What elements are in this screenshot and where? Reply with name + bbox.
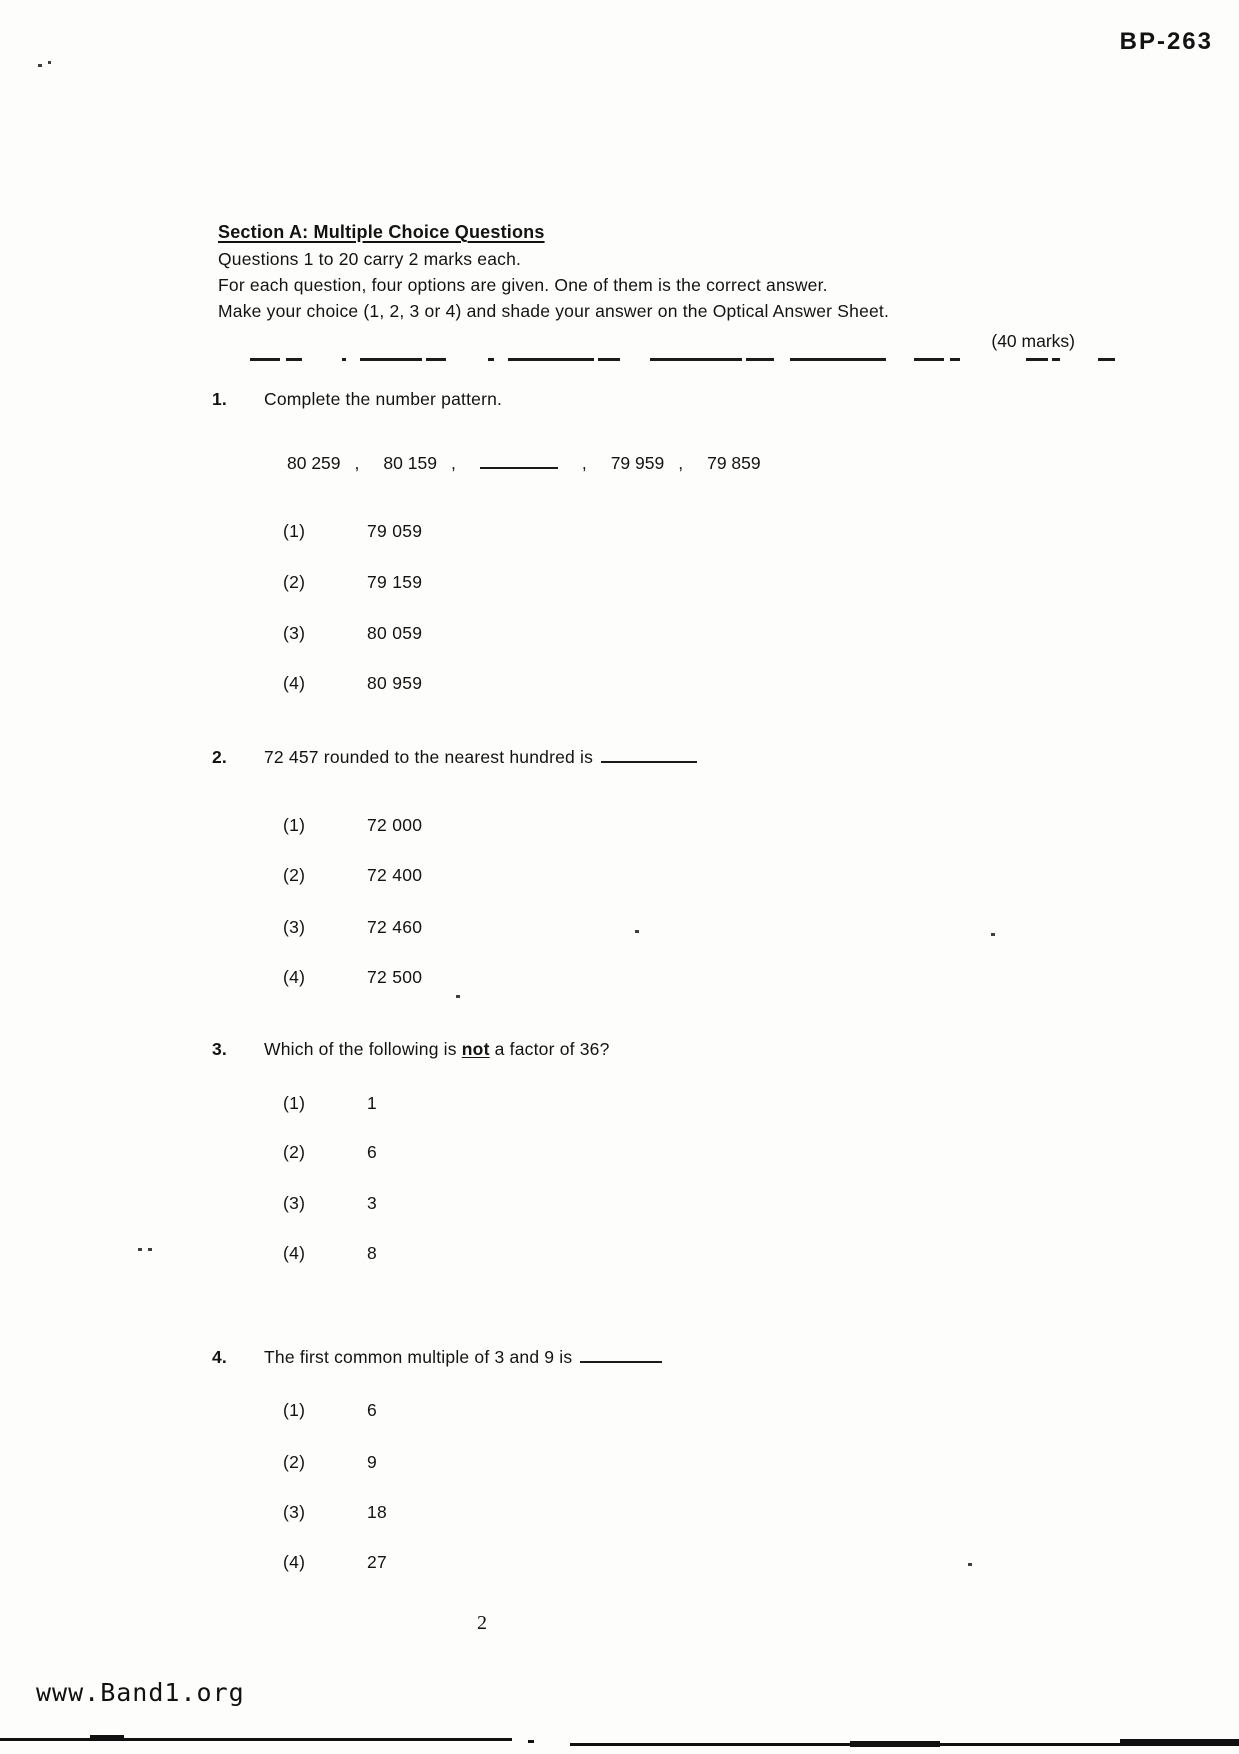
option-value: 72 460 <box>367 917 423 937</box>
option-label: (4) <box>283 967 306 987</box>
q2-option-1 <box>283 815 422 836</box>
option-value: 6 <box>367 1142 378 1162</box>
q1-option-1 <box>283 521 422 542</box>
option-label: (2) <box>283 1142 306 1162</box>
scan-edge-line <box>1120 1739 1239 1746</box>
question-number: 4. <box>212 1347 227 1367</box>
pattern-blank <box>480 452 558 469</box>
ink-speck <box>635 930 639 933</box>
pattern-item: 80 159 <box>383 453 437 473</box>
option-label: (2) <box>283 865 306 885</box>
option-value: 80 959 <box>367 673 423 693</box>
option-label: (3) <box>283 623 306 643</box>
option-value: 3 <box>367 1193 378 1213</box>
question-3 <box>212 1039 610 1060</box>
question-text: 72 457 rounded to the nearest hundred is <box>264 747 594 767</box>
option-label: (3) <box>283 1193 306 1213</box>
page-number: 2 <box>477 1612 487 1634</box>
option-label: (3) <box>283 1502 306 1522</box>
answer-blank <box>601 746 697 763</box>
pattern-separator: , <box>450 453 456 473</box>
instruction-line: Make your choice (1, 2, 3 or 4) and shade your answer on the Optical Answer Sheet. <box>218 301 890 321</box>
dashed-rule <box>250 358 1115 363</box>
ink-speck <box>991 933 995 936</box>
option-label: (1) <box>283 815 306 835</box>
marks-label: (40 marks) <box>991 331 1075 351</box>
scan-edge-line <box>528 1740 534 1743</box>
ink-speck <box>968 1563 972 1566</box>
section-title: Section A: Multiple Choice Questions <box>218 222 545 242</box>
q3-option-1 <box>283 1093 377 1114</box>
scan-edge-line <box>90 1735 124 1741</box>
question-text-after: a factor of 36? <box>489 1039 610 1059</box>
option-value: 79 059 <box>367 521 423 541</box>
ink-speck <box>38 64 42 67</box>
ink-speck <box>48 61 51 64</box>
question-text-emphasis: not <box>461 1039 490 1059</box>
option-label: (2) <box>283 1452 306 1472</box>
q1-option-3 <box>283 623 422 644</box>
option-value: 80 059 <box>367 623 423 643</box>
pattern-separator: , <box>354 453 360 473</box>
option-value: 9 <box>367 1452 378 1472</box>
q4-option-2 <box>283 1452 377 1473</box>
q4-option-4 <box>283 1552 387 1573</box>
option-value: 8 <box>367 1243 378 1263</box>
q1-number-pattern <box>287 452 775 474</box>
q2-option-2 <box>283 865 422 886</box>
option-label: (4) <box>283 673 306 693</box>
question-text: Complete the number pattern. <box>264 389 503 409</box>
q3-option-4 <box>283 1243 377 1264</box>
ink-speck <box>138 1248 142 1251</box>
instruction-line: Questions 1 to 20 carry 2 marks each. <box>218 249 522 269</box>
option-value: 72 000 <box>367 815 423 835</box>
doc-code: BP-263 <box>1119 28 1213 55</box>
question-number: 2. <box>212 747 227 767</box>
question-4 <box>212 1346 662 1368</box>
question-number: 3. <box>212 1039 227 1059</box>
pattern-item: 79 959 <box>610 453 665 473</box>
option-label: (4) <box>283 1552 306 1572</box>
ink-speck <box>456 995 460 998</box>
watermark: www.Band1.org <box>36 1678 245 1707</box>
option-value: 18 <box>367 1502 388 1522</box>
q1-option-2 <box>283 572 422 593</box>
question-number: 1. <box>212 389 227 409</box>
scan-edge-line <box>850 1741 940 1747</box>
q2-option-4 <box>283 967 422 988</box>
question-1 <box>212 389 502 410</box>
option-label: (1) <box>283 521 306 541</box>
option-value: 1 <box>367 1093 378 1113</box>
q3-option-2 <box>283 1142 377 1163</box>
instruction-line: For each question, four options are given. One of them is the correct answer. <box>218 275 828 295</box>
option-label: (3) <box>283 917 306 937</box>
option-label: (2) <box>283 572 306 592</box>
option-label: (1) <box>283 1400 306 1420</box>
q4-option-1 <box>283 1400 377 1421</box>
q3-option-3 <box>283 1193 377 1214</box>
option-value: 6 <box>367 1400 378 1420</box>
option-value: 72 500 <box>367 967 423 987</box>
option-value: 27 <box>367 1552 388 1572</box>
option-value: 72 400 <box>367 865 423 885</box>
scan-edge-line <box>0 1738 512 1741</box>
pattern-separator: , <box>678 453 684 473</box>
pattern-item: 80 259 <box>287 453 341 473</box>
ink-speck <box>148 1248 152 1251</box>
option-value: 79 159 <box>367 572 423 592</box>
q2-option-3 <box>283 917 422 938</box>
answer-blank <box>580 1346 662 1363</box>
question-text: The first common multiple of 3 and 9 is <box>264 1347 573 1367</box>
option-label: (4) <box>283 1243 306 1263</box>
q4-option-3 <box>283 1502 387 1523</box>
q1-option-4 <box>283 673 422 694</box>
pattern-separator: , <box>581 453 587 473</box>
question-text-before: Which of the following is <box>264 1039 462 1059</box>
question-2 <box>212 746 697 768</box>
option-label: (1) <box>283 1093 306 1113</box>
pattern-item: 79 859 <box>707 453 761 473</box>
